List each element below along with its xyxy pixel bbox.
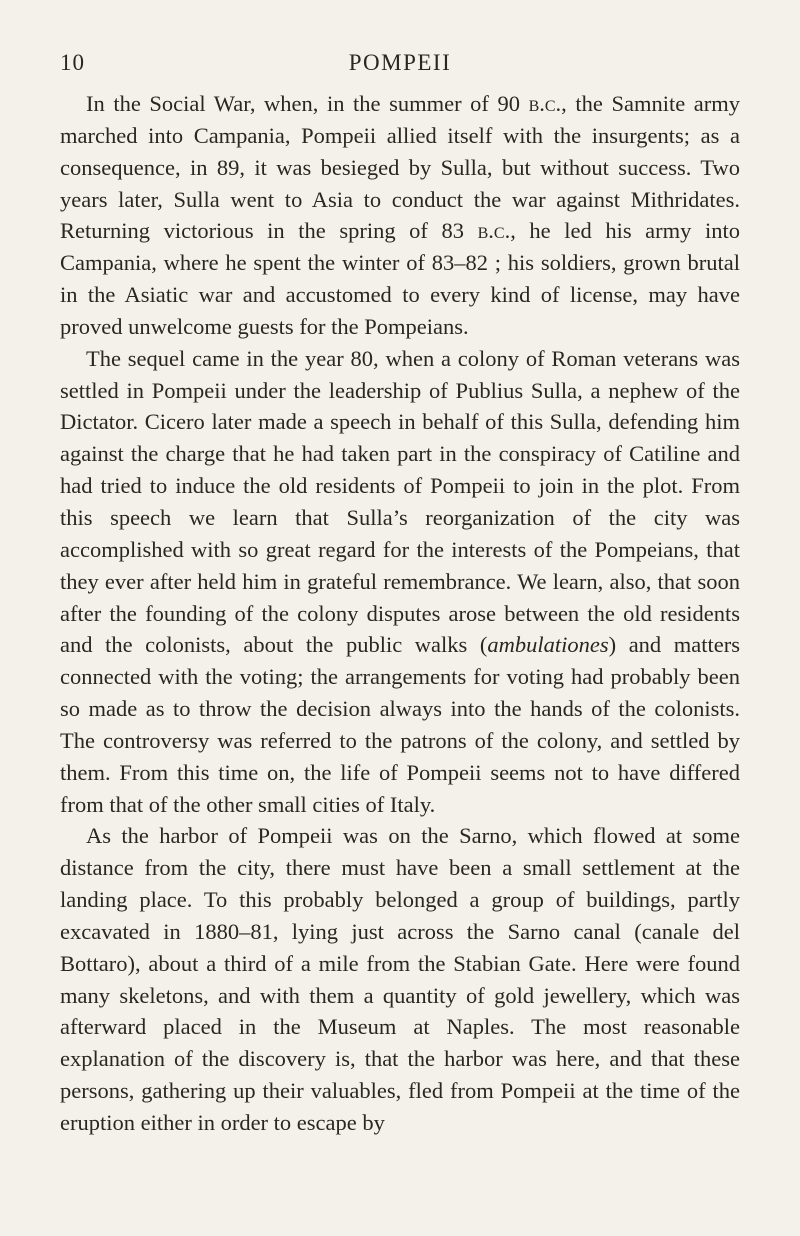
era-abbreviation: b.c. — [528, 91, 562, 116]
running-title: POMPEII — [348, 50, 452, 75]
latin-term: ambulationes — [487, 632, 609, 658]
running-head — [60, 50, 740, 80]
paragraph-1: In the Social War, when, in the summer of 90 b.c., the Samnite army marched into Campania, Pompeii allied itself with the insurgents; as a consequence, in 89, it was besieged by Sulla, but without success. Two years later, Sulla went to Asia to conduct the war against Mithridates. Returning victorious in the spring of 83 b.c., he led his army into Campania, where he spent the winter of 83–82 ; his soldiers, grown brutal in the Asiatic war and accustomed to every kind of license, may have proved unwelcome guests for the Pompeians. — [60, 91, 740, 339]
page-number: 10 — [60, 50, 85, 75]
body-text — [60, 88, 740, 1139]
paragraph-3: As the harbor of Pompeii was on the Sarno, which flowed at some distance from the city, there must have been a small settlement at the landing place. To this probably belonged a group of buildings, partly excavated in 1880–81, lying just across the Sarno canal (canale del Bottaro), about a third of a mile from the Stabian Gate. Here were found many skeletons, and with them a quantity of gold jewellery, which was afterward placed in the Museum at Naples. The most reasonable explanation of the discovery is, that the harbor was here, and that these persons, gathering up their valuables, fled from Pompeii at the time of the eruption either in order to escape by — [60, 823, 740, 1135]
paragraph-2: The sequel came in the year 80, when a colony of Roman veterans was settled in Pompeii under the leadership of Publius Sulla, a nephew of the Dictator. Cicero later made a speech in behalf of this Sulla, defending him against the charge that he had taken part in the conspiracy of Catiline and had tried to induce the old residents of Pompeii to join in the plot. From this speech we learn that Sulla’s reorganization of the city was accomplished with so great regard for the interests of the Pompeians, that they ever after held him in grateful remembrance. We learn, also, that soon after the founding of the colony disputes arose between the old residents and the colonists, about the public walks (ambulationes) and matters connected with the voting; the arrangements for voting had probably been so made as to throw the decision always into the hands of the colonists. The controversy was referred to the patrons of the colony, and settled by them. From this time on, the life of Pompeii seems not to have differed from that of the other small cities of Italy. — [60, 345, 740, 817]
era-abbreviation: b.c. — [477, 218, 511, 244]
